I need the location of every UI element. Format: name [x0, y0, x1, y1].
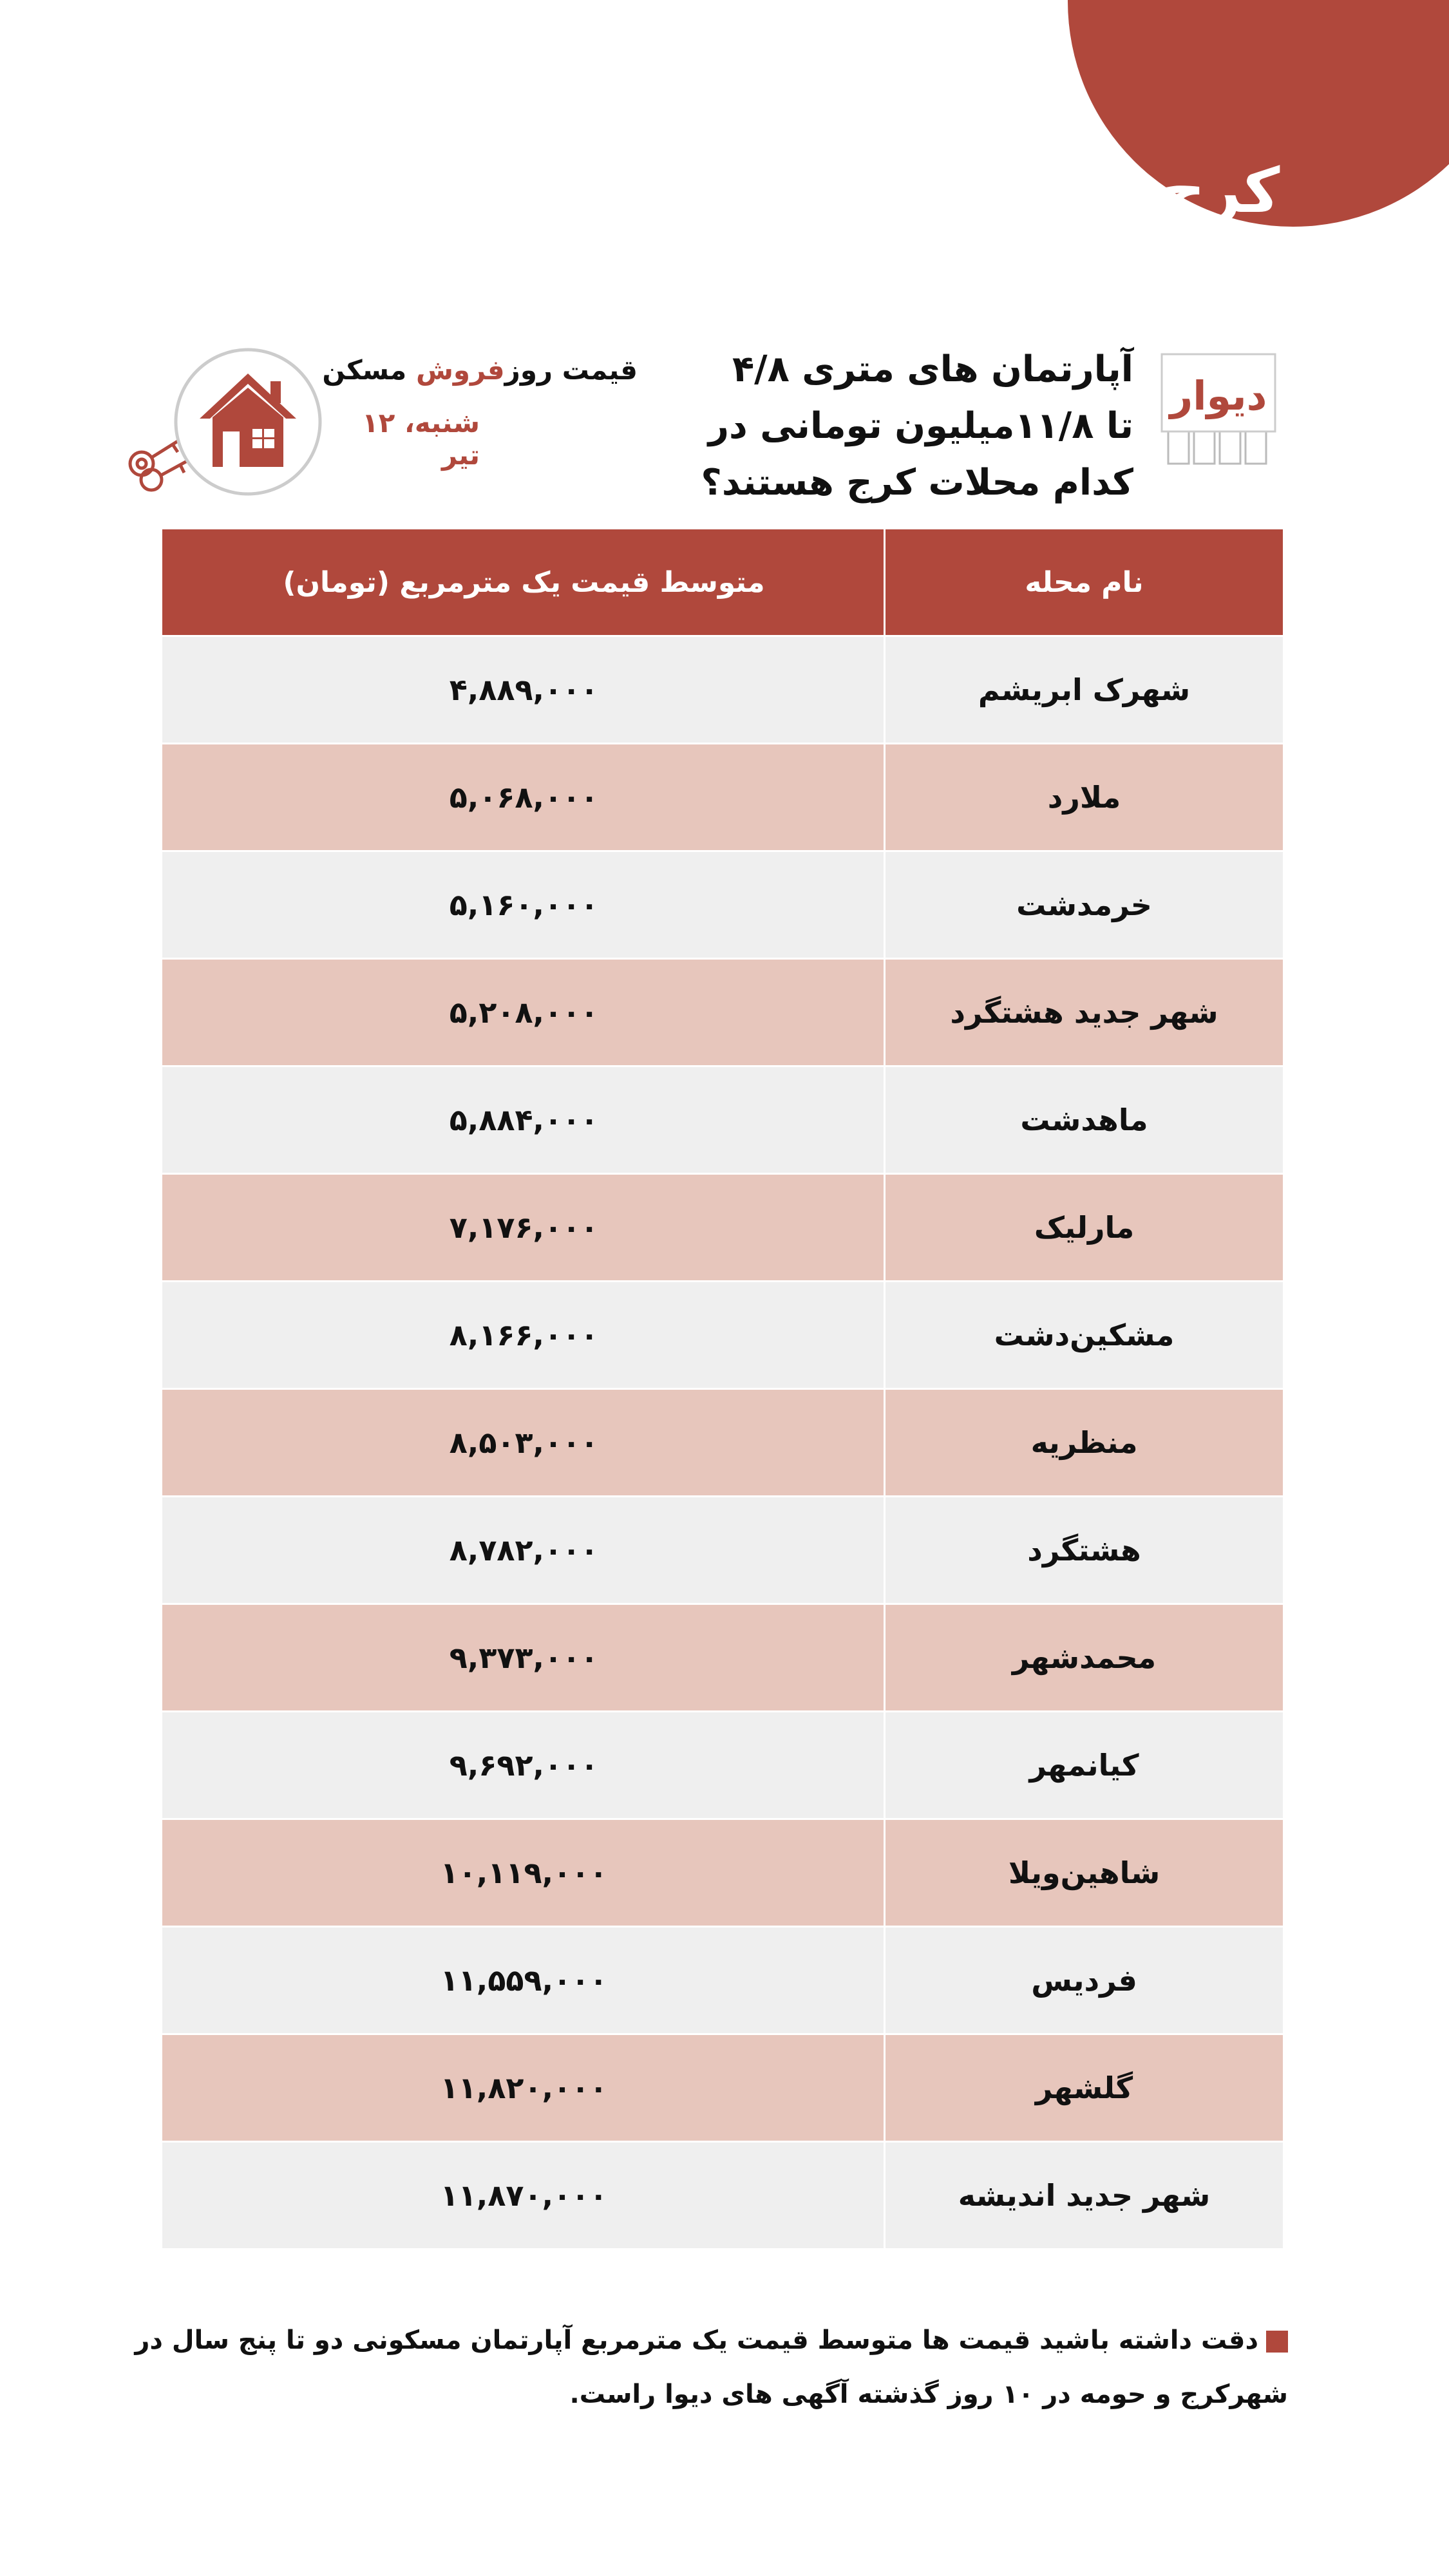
price-value: ۵,۸۸۴,۰۰۰	[449, 1103, 599, 1137]
table-row	[162, 1388, 1283, 1495]
neighborhood-name: شهر جدید هشتگرد	[884, 960, 1283, 1065]
price-value: ۴,۸۸۹,۰۰۰	[449, 672, 599, 707]
table-row	[162, 1495, 1283, 1603]
neighborhood-name: شهر جدید اندیشه	[884, 2143, 1283, 2248]
table-header	[162, 529, 1283, 635]
bullet-square-icon	[1266, 2331, 1288, 2353]
headline-line-1: آپارتمان های متری ۴/۸	[732, 348, 1133, 390]
price-value: ۱۱,۸۲۰,۰۰۰	[440, 2070, 608, 2105]
neighborhood-name: کیانمهر	[884, 1712, 1283, 1818]
neighborhood-name: مارلیک	[884, 1175, 1283, 1280]
table-row	[162, 1818, 1283, 1926]
table-row	[162, 1603, 1283, 1710]
price-value: ۷,۱۷۶,۰۰۰	[449, 1210, 599, 1245]
table-row	[162, 743, 1283, 850]
price-value: ۵,۰۶۸,۰۰۰	[449, 780, 599, 815]
neighborhood-name: منظریه	[884, 1390, 1283, 1495]
table-row	[162, 1710, 1283, 1818]
neighborhood-name: هشتگرد	[884, 1497, 1283, 1603]
price-value: ۸,۱۶۶,۰۰۰	[449, 1318, 599, 1352]
header-name: نام محله	[884, 529, 1283, 635]
headline-line-2: تا ۱۱/۸میلیون تومانی در	[708, 405, 1133, 447]
table-row	[162, 850, 1283, 958]
neighborhood-name: ماهدشت	[884, 1067, 1283, 1173]
header-price: متوسط قیمت یک مترمربع (تومان)	[283, 565, 765, 599]
table-row	[162, 1926, 1283, 2033]
neighborhood-name: گلشهر	[884, 2035, 1283, 2141]
table-row	[162, 1065, 1283, 1173]
house-keys-badge	[116, 348, 322, 509]
headline-line-3: کدام محلات کرج هستند؟	[701, 462, 1133, 504]
price-value: ۵,۱۶۰,۰۰۰	[449, 887, 599, 922]
footnote	[135, 2313, 1288, 2421]
price-value: ۱۱,۵۵۹,۰۰۰	[440, 1963, 608, 1998]
table-row	[162, 1280, 1283, 1388]
footnote-text-1: دقت داشته باشید قیمت ها متوسط قیمت یک مترمربع آپارتمان مسکونی دو تا پنج سال در	[135, 2325, 1258, 2355]
price-label-highlight: فروش	[415, 354, 505, 386]
price-value: ۱۰,۱۱۹,۰۰۰	[440, 1855, 608, 1890]
price-value: ۸,۷۸۲,۰۰۰	[449, 1533, 599, 1567]
city-name: کرج	[1160, 155, 1280, 227]
neighborhood-name: شهرک ابریشم	[884, 637, 1283, 743]
price-label-prefix: قیمت روز	[504, 354, 638, 386]
table-row	[162, 1173, 1283, 1280]
neighborhood-name: فردیس	[884, 1927, 1283, 2033]
neighborhood-name: مشکین‌دشت	[884, 1282, 1283, 1388]
prices-table	[162, 529, 1283, 2248]
neighborhood-name: ملارد	[884, 744, 1283, 850]
table-body	[162, 635, 1283, 2248]
divar-logo-icon	[1154, 348, 1283, 470]
footnote-line-1	[135, 2313, 1288, 2367]
price-value: ۸,۵۰۳,۰۰۰	[449, 1425, 599, 1460]
logo-text: دیوار	[1170, 372, 1267, 419]
price-value: ۱۱,۸۷۰,۰۰۰	[440, 2178, 608, 2213]
footnote-text-2: شهرکرج و حومه در ۱۰ روز گذشته آگهی های دیوا راست.	[569, 2380, 1288, 2409]
neighborhood-name: محمدشهر	[884, 1605, 1283, 1710]
headline	[663, 341, 1133, 511]
price-value: ۵,۲۰۸,۰۰۰	[449, 995, 599, 1030]
table-row	[162, 2141, 1283, 2248]
table-row	[162, 2033, 1283, 2141]
table-row	[162, 635, 1283, 743]
neighborhood-name: شاهین‌ویلا	[884, 1820, 1283, 1926]
neighborhood-name: خرمدشت	[884, 852, 1283, 958]
price-value: ۹,۳۷۳,۰۰۰	[449, 1640, 599, 1675]
price-label-suffix: مسکن	[322, 354, 416, 386]
table-row	[162, 958, 1283, 1065]
date-label: شنبه، ۱۲ تیر	[362, 407, 480, 471]
price-value: ۹,۶۹۲,۰۰۰	[449, 1748, 599, 1783]
price-label	[322, 354, 638, 386]
